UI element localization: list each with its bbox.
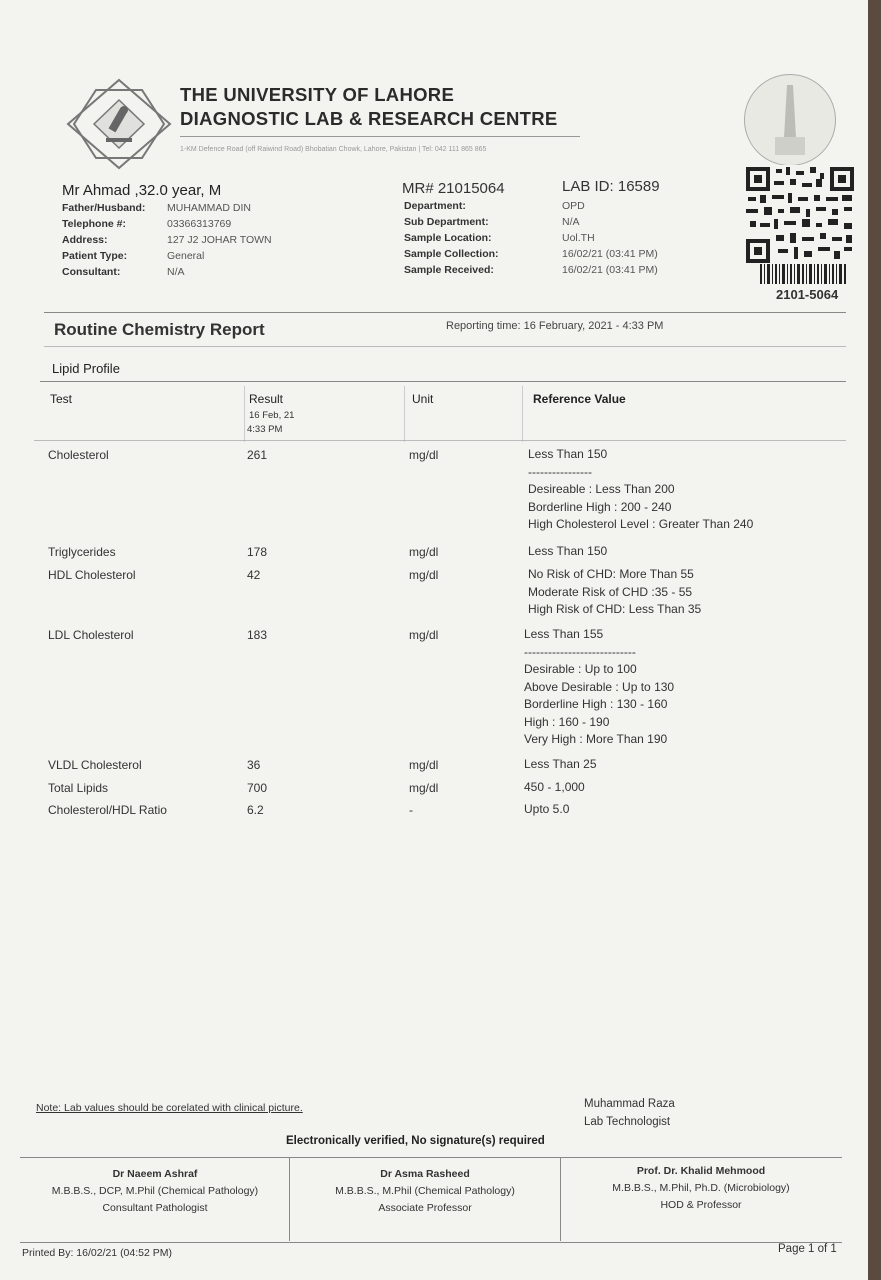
- signatory-title: Associate Professor: [378, 1202, 472, 1214]
- result-date: 16 Feb, 21: [249, 410, 295, 421]
- signatory-qualification: M.B.B.S., DCP, M.Phil (Chemical Pathology): [51, 1185, 259, 1197]
- divider: [34, 440, 846, 441]
- lab-id: LAB ID: 16589: [562, 178, 660, 195]
- column-reference: Reference Value: [533, 392, 626, 406]
- test-result: 42: [247, 568, 261, 582]
- test-result: 261: [247, 448, 268, 462]
- reference-line: Less Than 155: [524, 627, 604, 641]
- report-title: Routine Chemistry Report: [54, 320, 265, 339]
- university-logo: [66, 78, 172, 170]
- column-divider: [404, 386, 405, 442]
- test-name: Cholesterol: [48, 448, 109, 462]
- signatory-title: Consultant Pathologist: [102, 1202, 208, 1214]
- reference-line: Desireable : Less Than 200: [528, 482, 675, 496]
- signatory-1: [24, 1166, 286, 1217]
- detail-label: Sample Location:: [404, 232, 492, 244]
- test-name: Total Lipids: [48, 781, 109, 795]
- barcode-icon: [760, 264, 846, 284]
- patient-field-value: N/A: [167, 266, 185, 278]
- detail-label: Department:: [404, 200, 466, 212]
- patient-field-label: Telephone #:: [62, 218, 126, 230]
- reference-line: Very High : More Than 190: [524, 732, 668, 746]
- clinical-note: Note: Lab values should be corelated with clinical picture.: [36, 1102, 303, 1114]
- reference-line: Upto 5.0: [524, 802, 570, 816]
- column-test: Test: [50, 392, 73, 406]
- reference-line: No Risk of CHD: More Than 55: [528, 567, 694, 581]
- reference-line: High : 160 - 190: [524, 714, 610, 729]
- org-name-line1: THE UNIVERSITY OF LAHORE: [180, 84, 455, 105]
- reference-line: High Risk of CHD: Less Than 35: [528, 602, 702, 616]
- verification-note: Electronically verified, No signature(s) required: [286, 1135, 545, 1147]
- printed-by: Printed By: 16/02/21 (04:52 PM): [22, 1247, 172, 1259]
- reporting-time: Reporting time: 16 February, 2021 - 4:33 PM: [446, 320, 664, 332]
- signatory-name: Dr Naeem Ashraf: [112, 1168, 198, 1180]
- reference-line: Borderline High : 200 - 240: [528, 499, 672, 514]
- org-name-line2: DIAGNOSTIC LAB & RESEARCH CENTRE: [180, 108, 558, 129]
- patient-field-label: Patient Type:: [62, 250, 128, 262]
- detail-label: Sample Collection:: [404, 248, 499, 260]
- patient-field-value: MUHAMMAD DIN: [167, 202, 251, 214]
- test-unit: mg/dl: [409, 448, 439, 462]
- signatory-divider: [560, 1157, 561, 1241]
- reference-line: ----------------: [528, 464, 592, 479]
- minar-seal-icon: [744, 74, 836, 166]
- detail-value: 16/02/21 (03:41 PM): [562, 264, 658, 276]
- test-name: LDL Cholesterol: [48, 628, 134, 642]
- detail-value: 16/02/21 (03:41 PM): [562, 248, 658, 260]
- signatory-2: [292, 1166, 558, 1217]
- signatory-qualification: M.B.B.S., M.Phil, Ph.D. (Microbiology): [612, 1182, 790, 1194]
- signatory-title: HOD & Professor: [660, 1199, 742, 1211]
- reference-line: High Cholesterol Level : Greater Than 240: [528, 517, 754, 531]
- patient-field-value: 03366313769: [167, 218, 232, 230]
- reference-line: Less Than 150: [528, 447, 608, 461]
- patient-field-label: Consultant:: [62, 266, 121, 278]
- org-address: 1-KM Defence Road (off Raiwind Road) Bhobatian Chowk, Lahore, Pakistan | Tel: 042 111 865 865: [180, 146, 487, 153]
- reference-line: Borderline High : 130 - 160: [524, 697, 668, 711]
- test-result: 700: [247, 781, 268, 795]
- signatory-3: [564, 1163, 838, 1214]
- test-name: Triglycerides: [48, 545, 116, 559]
- test-result: 183: [247, 628, 268, 642]
- result-time: 4:33 PM: [247, 424, 283, 435]
- reference-line: ----------------------------: [524, 644, 636, 659]
- section-title: Lipid Profile: [52, 361, 120, 376]
- signatory-name: Dr Asma Rasheed: [380, 1168, 470, 1180]
- detail-value: Uol.TH: [562, 232, 595, 244]
- column-result: Result: [249, 392, 284, 406]
- test-unit: mg/dl: [409, 628, 439, 642]
- detail-label: Sample Received:: [404, 264, 494, 276]
- test-name: VLDL Cholesterol: [48, 758, 142, 772]
- test-unit: mg/dl: [409, 568, 439, 582]
- divider: [40, 381, 846, 382]
- reference-line: 450 - 1,000: [524, 780, 585, 794]
- test-result: 36: [247, 758, 261, 772]
- signatory-qualification: M.B.B.S., M.Phil (Chemical Pathology): [335, 1185, 515, 1197]
- divider: [44, 312, 846, 313]
- test-unit: mg/dl: [409, 545, 439, 559]
- detail-value: OPD: [562, 200, 585, 212]
- test-unit: mg/dl: [409, 758, 439, 772]
- signatory-name: Prof. Dr. Khalid Mehmood: [636, 1165, 766, 1177]
- signatory-divider: [289, 1157, 290, 1241]
- patient-field-value: 127 J2 JOHAR TOWN: [167, 234, 272, 246]
- reference-line: Moderate Risk of CHD :35 - 55: [528, 584, 693, 599]
- test-unit: -: [409, 803, 413, 817]
- qr-code-icon: [744, 165, 856, 265]
- barcode-number: 2101-5064: [776, 287, 839, 302]
- column-unit: Unit: [412, 392, 434, 406]
- reference-line: Above Desirable : Up to 130: [524, 679, 675, 694]
- detail-value: N/A: [562, 216, 580, 228]
- page-number: Page 1 of 1: [778, 1243, 837, 1255]
- divider: [44, 346, 846, 347]
- test-result: 178: [247, 545, 268, 559]
- reference-line: Desirable : Up to 100: [524, 662, 637, 676]
- mr-number: MR# 21015064: [402, 180, 505, 197]
- patient-name: Mr Ahmad ,32.0 year, M: [62, 182, 222, 199]
- test-name: Cholesterol/HDL Ratio: [48, 803, 167, 817]
- test-result: 6.2: [247, 803, 264, 817]
- org-underline: [180, 136, 580, 137]
- column-divider: [522, 386, 523, 442]
- column-divider: [244, 386, 245, 442]
- reference-line: Less Than 150: [528, 544, 608, 558]
- reference-line: Less Than 25: [524, 757, 597, 771]
- technologist-name: Muhammad Raza: [584, 1098, 675, 1110]
- technologist-title: Lab Technologist: [584, 1116, 671, 1128]
- detail-label: Sub Department:: [404, 216, 489, 228]
- test-unit: mg/dl: [409, 781, 439, 795]
- patient-field-value: General: [167, 250, 205, 262]
- test-name: HDL Cholesterol: [48, 568, 136, 582]
- patient-field-label: Father/Husband:: [62, 202, 146, 214]
- patient-field-label: Address:: [62, 234, 108, 246]
